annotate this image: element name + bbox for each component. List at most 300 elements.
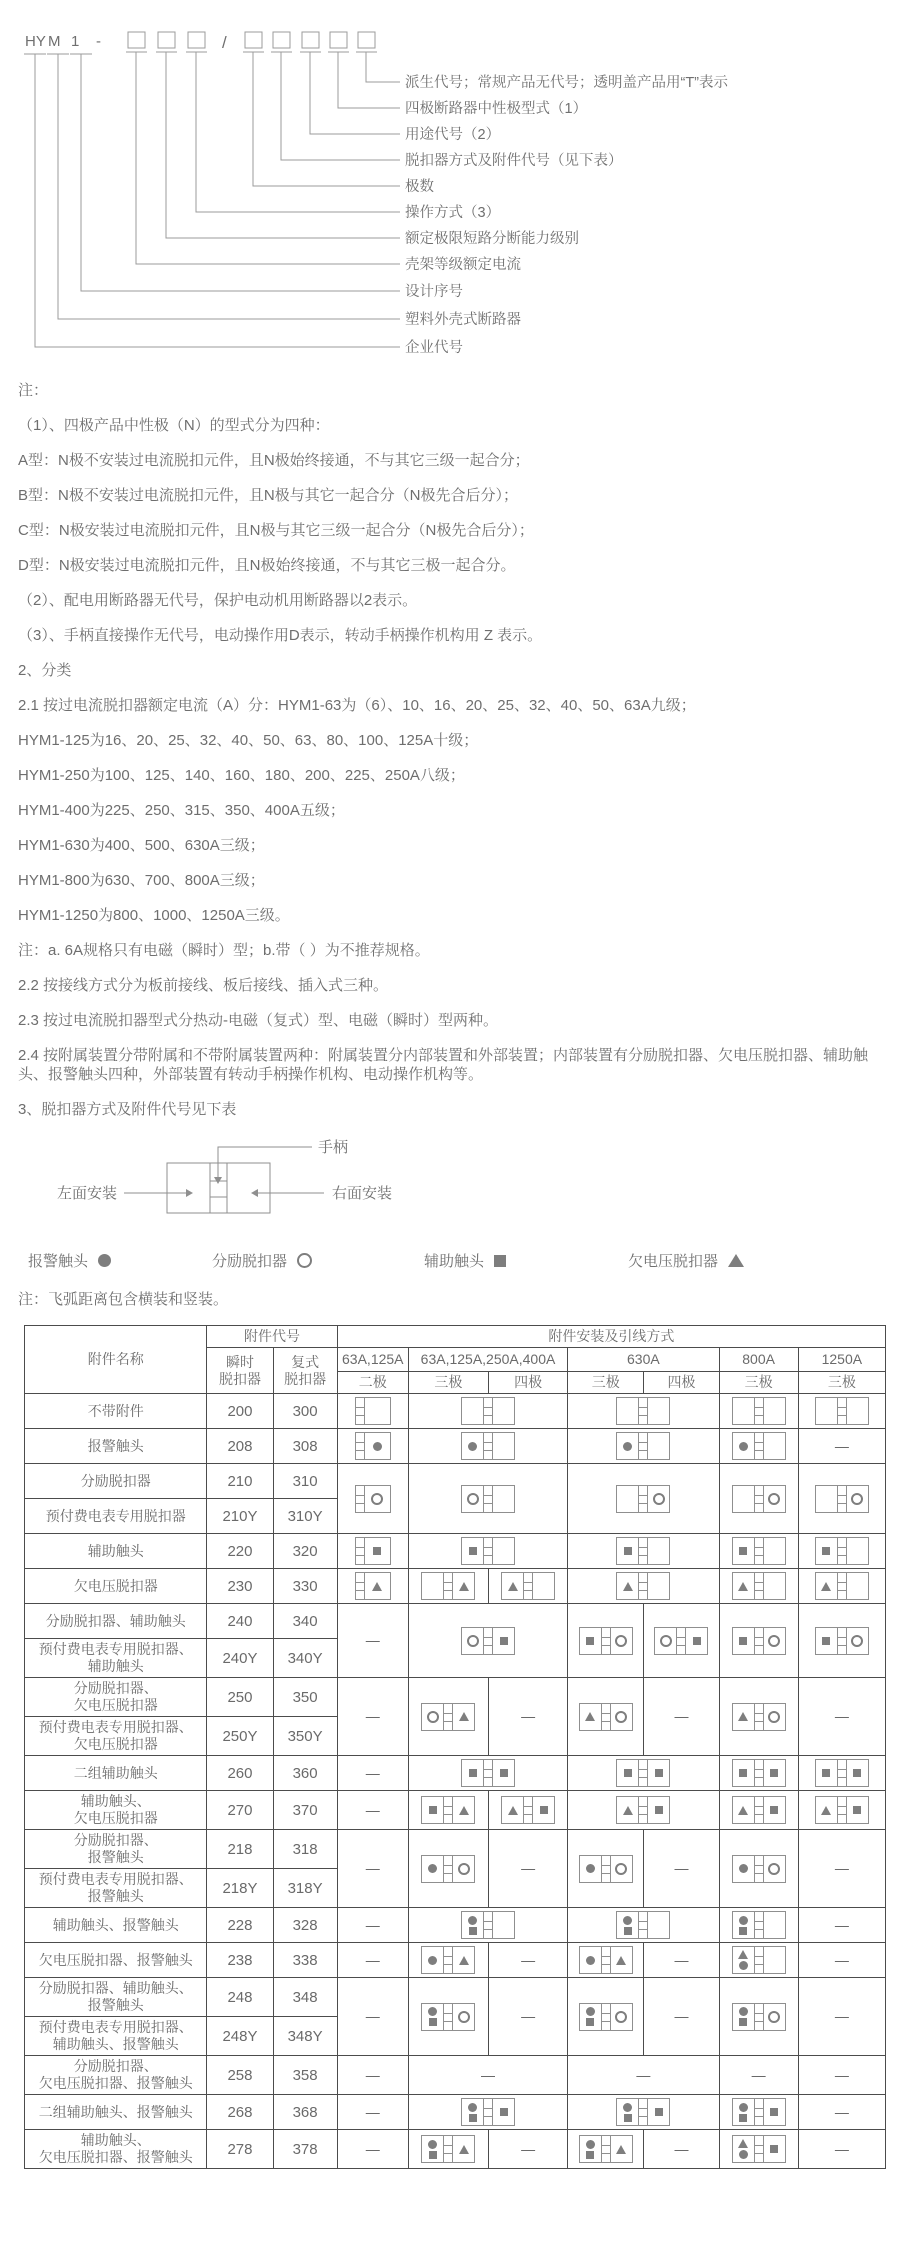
install-cell <box>408 1943 488 1978</box>
aux-contact-symbol <box>429 2018 437 2026</box>
code-instantaneous: 200 <box>207 1394 273 1429</box>
undervoltage-release-symbol <box>738 1582 748 1591</box>
code-instantaneous: 220 <box>207 1534 273 1569</box>
accessory-name: 二组辅助触头 <box>25 1756 207 1791</box>
paragraph: HYM1-400为225、250、315、350、400A五级； <box>18 802 345 819</box>
shunt-release-symbol <box>615 1635 627 1647</box>
breaker-install-icon <box>501 1572 555 1600</box>
code-box <box>302 32 319 48</box>
table-row <box>25 1908 886 1943</box>
shunt-release-symbol <box>768 1493 780 1505</box>
not-available-dash: — <box>834 1708 849 1724</box>
alarm-contact-symbol <box>623 2103 632 2112</box>
handle-strip-icon <box>483 2099 493 2125</box>
accessory-name: 分励脱扣器、 欠电压脱扣器 <box>25 1678 207 1717</box>
install-cell <box>337 1569 408 1604</box>
code-instantaneous: 238 <box>207 1943 273 1978</box>
undervoltage-release-symbol <box>459 1582 469 1591</box>
code-compound: 310 <box>273 1464 337 1499</box>
install-cell <box>719 1604 798 1678</box>
handle-strip-icon <box>638 1538 648 1564</box>
header-amp-group: 800A <box>719 1348 798 1372</box>
code-box <box>188 32 205 48</box>
table-row <box>25 1534 886 1569</box>
code-compound: 378 <box>273 2130 337 2169</box>
handle-strip-icon <box>443 1573 453 1599</box>
shunt-release-symbol <box>851 1493 863 1505</box>
code-compound: 350 <box>273 1678 337 1717</box>
undervoltage-release-symbol <box>459 1956 469 1965</box>
shunt-release-symbol <box>458 1863 470 1875</box>
breaker-install-icon <box>732 1855 786 1883</box>
breaker-install-icon <box>815 1397 869 1425</box>
alarm-contact-symbol <box>468 2103 477 2112</box>
breaker-install-icon <box>815 1572 869 1600</box>
paragraph: （1）、四极产品中性极（N）的型式分为四种： <box>18 417 330 434</box>
install-cell <box>337 1756 408 1791</box>
code-box <box>158 32 175 48</box>
handle-strip-icon <box>754 1797 764 1823</box>
model-label: 企业代号 <box>405 340 463 356</box>
model-prefix: HY <box>25 33 46 50</box>
breaker-install-icon <box>579 1627 633 1655</box>
accessory-name: 分励脱扣器、辅助触头 <box>25 1604 207 1639</box>
install-cell <box>798 2095 885 2130</box>
breaker-install-icon <box>732 2003 786 2031</box>
install-cell <box>489 1943 568 1978</box>
header-accessory-name: 附件名称 <box>25 1326 207 1394</box>
table-row <box>25 1678 886 1717</box>
code-instantaneous: 250 <box>207 1678 273 1717</box>
alarm-contact-symbol <box>586 1864 595 1873</box>
shunt-release-symbol <box>615 1711 627 1723</box>
paragraph: HYM1-250为100、125、140、160、180、200、225、250A八级； <box>18 767 465 784</box>
code-instantaneous: 210 <box>207 1464 273 1499</box>
breaker-install-icon <box>815 1759 869 1787</box>
handle-strip-icon <box>837 1573 847 1599</box>
install-cell <box>337 1830 408 1908</box>
breaker-install-icon <box>732 1537 786 1565</box>
handle-strip-icon <box>443 1704 453 1730</box>
install-cell <box>568 1569 719 1604</box>
undervoltage-release-symbol <box>508 1806 518 1815</box>
install-cell <box>798 2130 885 2169</box>
paragraph: 2、分类 <box>18 662 72 679</box>
aux-contact-symbol <box>739 1769 747 1777</box>
code-compound: 340 <box>273 1604 337 1639</box>
aux-contact-symbol <box>429 1806 437 1814</box>
breaker-install-icon <box>732 1627 786 1655</box>
aux-contact-symbol <box>624 1927 632 1935</box>
handle-strip-icon <box>443 2004 453 2030</box>
install-cell <box>408 2130 488 2169</box>
code-compound: 328 <box>273 1908 337 1943</box>
model-label: 脱扣器方式及附件代号（见下表） <box>405 153 623 169</box>
code-compound: 370 <box>273 1791 337 1830</box>
shunt-release-symbol <box>768 1711 780 1723</box>
handle-strip-icon <box>443 2136 453 2162</box>
aux-contact-symbol <box>469 2114 477 2122</box>
install-cell <box>644 1978 719 2056</box>
shunt-release-symbol <box>660 1635 672 1647</box>
accessory-name: 预付费电表专用脱扣器 <box>25 1499 207 1534</box>
paragraph: 2.1 按过电流脱扣器额定电流（A）分：HYM1-63为（6）、10、16、20、25、32、40、50、63A九级； <box>18 697 696 714</box>
legend-label: 报警触头 <box>28 1253 89 1270</box>
code-compound: 300 <box>273 1394 337 1429</box>
breaker-install-icon <box>732 1397 786 1425</box>
not-available-dash: — <box>834 1860 849 1876</box>
install-cell <box>337 1791 408 1830</box>
not-available-dash: — <box>481 2066 496 2083</box>
alarm-contact-symbol <box>373 1442 382 1451</box>
shunt-release-symbol <box>427 1711 439 1723</box>
aux-contact-symbol <box>770 1806 778 1814</box>
not-available-dash: — <box>365 1860 380 1876</box>
breaker-install-icon <box>815 1485 869 1513</box>
breaker-install-icon <box>421 1946 475 1974</box>
install-cell <box>408 1464 567 1534</box>
aux-contact-symbol <box>429 2151 437 2159</box>
install-cell <box>337 1943 408 1978</box>
model-label: 塑料外壳式断路器 <box>405 312 521 328</box>
handle-strip-icon <box>638 1797 648 1823</box>
handle-strip-icon <box>837 1398 847 1424</box>
paragraph: D型：N极安装过电流脱扣元件，且N极始终接通，不与其它三极一起合分。 <box>18 557 516 574</box>
handle-strip-icon <box>638 2099 648 2125</box>
handle-strip-icon <box>483 1433 493 1459</box>
breaker-install-icon <box>421 1855 475 1883</box>
alarm-contact-symbol <box>428 1956 437 1965</box>
install-cell <box>408 1394 567 1429</box>
code-instantaneous: 218Y <box>207 1869 273 1908</box>
not-available-dash: — <box>365 1708 380 1724</box>
install-cell <box>408 1604 567 1678</box>
legend-note: 注：飞弧距离包含横装和竖装。 <box>18 1291 229 1308</box>
paragraph: C型：N极安装过电流脱扣元件，且N极与其它三级一起合分（N极先合后分）； <box>18 522 534 539</box>
breaker-install-icon <box>579 1703 633 1731</box>
undervoltage-release-symbol <box>623 1582 633 1591</box>
table-row <box>25 1978 886 2017</box>
aux-contact-symbol <box>739 1927 747 1935</box>
handle-strip-icon <box>754 1947 764 1973</box>
undervoltage-release-symbol <box>821 1806 831 1815</box>
header-amp-group: 63A,125A <box>337 1348 408 1372</box>
header-release-type: 瞬时 脱扣器 <box>207 1348 273 1394</box>
handle-strip-icon <box>837 1797 847 1823</box>
install-cell <box>408 1830 488 1908</box>
handle-strip-icon <box>754 1704 764 1730</box>
handle-strip-icon <box>356 1538 365 1564</box>
shunt-release-symbol <box>297 1253 312 1268</box>
accessory-name: 不带附件 <box>25 1394 207 1429</box>
breaker-install-icon <box>815 1796 869 1824</box>
install-cell <box>719 1464 798 1534</box>
paragraph: HYM1-800为630、700、800A三级； <box>18 872 265 889</box>
install-cell <box>719 2056 798 2095</box>
table-row <box>25 1604 886 1639</box>
not-available-dash: — <box>834 1916 849 1933</box>
install-cell <box>489 1978 568 2056</box>
install-cell <box>719 1569 798 1604</box>
paragraph: 2.2 按接线方式分为板前接线、板后接线、插入式三种。 <box>18 977 389 994</box>
install-cell <box>337 2095 408 2130</box>
accessory-name: 分励脱扣器、 欠电压脱扣器、报警触头 <box>25 2056 207 2095</box>
header-pole: 三极 <box>568 1372 644 1394</box>
paragraph: A型：N极不安装过电流脱扣元件，且N极始终接通，不与其它三级一起合分； <box>18 452 530 469</box>
breaker-install-icon <box>616 1537 670 1565</box>
undervoltage-release-symbol <box>623 1806 633 1815</box>
handle-strip-icon <box>754 2004 764 2030</box>
aux-contact-symbol <box>469 1927 477 1935</box>
not-available-dash: — <box>636 2066 651 2083</box>
legend-label: 辅助触头 <box>424 1253 485 1270</box>
paragraph: HYM1-125为16、20、25、32、40、50、63、80、100、125A十级； <box>18 732 479 749</box>
alarm-contact-symbol <box>586 2007 595 2016</box>
breaker-install-icon <box>815 1537 869 1565</box>
alarm-contact-symbol <box>623 1916 632 1925</box>
undervoltage-release-symbol <box>372 1582 382 1591</box>
legend-label: 分励脱扣器 <box>212 1253 288 1270</box>
install-cell <box>568 1678 644 1756</box>
not-available-dash: — <box>365 1801 380 1818</box>
handle-strip-icon <box>523 1573 533 1599</box>
breaker-install-icon <box>616 1759 670 1787</box>
handle-strip-icon <box>601 1947 611 1973</box>
handle-strip-icon <box>601 1704 611 1730</box>
breaker-install-icon <box>461 1759 515 1787</box>
aux-contact-symbol <box>822 1769 830 1777</box>
install-cell <box>719 1908 798 1943</box>
install-cell <box>568 1791 719 1830</box>
undervoltage-release-symbol <box>508 1582 518 1591</box>
aux-contact-symbol <box>655 2108 663 2116</box>
install-cell <box>719 1756 798 1791</box>
breaker-install-icon <box>461 1537 515 1565</box>
handle-strip-icon <box>754 1628 764 1654</box>
not-available-dash: — <box>834 1437 849 1454</box>
install-cell <box>719 1791 798 1830</box>
breaker-install-icon <box>732 1796 786 1824</box>
breaker-install-icon <box>579 2135 633 2163</box>
alarm-contact-symbol <box>468 1916 477 1925</box>
not-available-dash: — <box>834 2140 849 2157</box>
code-compound: 368 <box>273 2095 337 2130</box>
alarm-contact-symbol <box>739 2150 748 2159</box>
not-available-dash: — <box>365 2008 380 2024</box>
accessory-name: 预付费电表专用脱扣器、 欠电压脱扣器 <box>25 1717 207 1756</box>
undervoltage-release-symbol <box>738 1806 748 1815</box>
install-cell <box>798 1429 885 1464</box>
not-available-dash: — <box>521 1708 536 1724</box>
model-label: 设计序号 <box>405 284 463 300</box>
install-cell <box>798 1678 885 1756</box>
aux-contact-symbol <box>655 1806 663 1814</box>
breaker-install-icon <box>732 1572 786 1600</box>
table-row <box>25 1943 886 1978</box>
install-cell <box>798 1943 885 1978</box>
code-instantaneous: 258 <box>207 2056 273 2095</box>
aux-contact-symbol <box>853 1769 861 1777</box>
handle-strip-icon <box>356 1433 365 1459</box>
aux-contact-symbol <box>373 1547 381 1555</box>
install-cell <box>568 1943 644 1978</box>
code-instantaneous: 240Y <box>207 1639 273 1678</box>
undervoltage-release-symbol <box>459 1712 469 1721</box>
install-cell <box>568 1394 719 1429</box>
code-instantaneous: 230 <box>207 1569 273 1604</box>
install-cell <box>337 1908 408 1943</box>
symbol-legend <box>0 1250 900 1276</box>
not-available-dash: — <box>834 1951 849 1968</box>
handle-strip-icon <box>601 1628 611 1654</box>
code-instantaneous: 250Y <box>207 1717 273 1756</box>
install-cell <box>798 1604 885 1678</box>
shunt-release-symbol <box>615 1863 627 1875</box>
aux-contact-symbol <box>586 2151 594 2159</box>
not-available-dash: — <box>674 1860 689 1876</box>
aux-contact-symbol <box>586 1637 594 1645</box>
install-cell <box>489 1678 568 1756</box>
alarm-contact-symbol <box>623 1442 632 1451</box>
code-instantaneous: 260 <box>207 1756 273 1791</box>
undervoltage-release-symbol <box>821 1582 831 1591</box>
not-available-dash: — <box>365 2103 380 2120</box>
header-release-type: 复式 脱扣器 <box>273 1348 337 1394</box>
code-instantaneous: 208 <box>207 1429 273 1464</box>
accessory-name: 欠电压脱扣器 <box>25 1569 207 1604</box>
paragraph: 2.3 按过电流脱扣器型式分热动-电磁（复式）型、电磁（瞬时）型两种。 <box>18 1012 499 1029</box>
code-box <box>358 32 375 48</box>
breaker-install-icon <box>579 2003 633 2031</box>
install-cell <box>719 2095 798 2130</box>
handle-label: 手柄 <box>318 1139 349 1156</box>
install-cell <box>719 1678 798 1756</box>
install-cell <box>798 1464 885 1534</box>
accessory-name: 分励脱扣器 <box>25 1464 207 1499</box>
header-pole: 三极 <box>798 1372 885 1394</box>
legend-label: 欠电压脱扣器 <box>628 1253 719 1270</box>
accessory-name: 辅助触头 <box>25 1534 207 1569</box>
code-instantaneous: 270 <box>207 1791 273 1830</box>
not-available-dash: — <box>674 1708 689 1724</box>
aux-contact-symbol <box>822 1547 830 1555</box>
undervoltage-release-symbol <box>616 1956 626 1965</box>
install-cell <box>337 1429 408 1464</box>
shunt-release-symbol <box>653 1493 665 1505</box>
header-amp-group: 63A,125A,250A,400A <box>408 1348 567 1372</box>
paragraph: 注：a. 6A规格只有电磁（瞬时）型；b.带（ ）为不推荐规格。 <box>18 942 430 959</box>
handle-strip-icon <box>754 2136 764 2162</box>
header-pole: 三极 <box>408 1372 488 1394</box>
breaker-install-icon <box>421 1703 475 1731</box>
breaker-install-icon <box>355 1572 391 1600</box>
breaker-install-icon <box>815 1627 869 1655</box>
handle-strip-icon <box>754 1856 764 1882</box>
handle-strip-icon <box>638 1573 648 1599</box>
code-compound: 360 <box>273 1756 337 1791</box>
handle-strip-icon <box>443 1947 453 1973</box>
install-cell <box>719 1978 798 2056</box>
paragraph: 2.4 按附属装置分带附属和不带附属装置两种：附属装置分内部装置和外部装置；内部装置有分励脱扣器、欠电压脱扣器、辅助触头、报警触头四种，外部装置有转动手柄操作机构、电动操作机构等。 <box>18 1047 869 1083</box>
install-cell <box>337 2056 408 2095</box>
undervoltage-release-symbol <box>585 1712 595 1721</box>
handle-strip-icon <box>638 1398 648 1424</box>
accessory-name: 预付费电表专用脱扣器、 报警触头 <box>25 1869 207 1908</box>
install-cell <box>798 1791 885 1830</box>
model-label: 极数 <box>405 179 434 195</box>
paragraph: B型：N极不安装过电流脱扣元件，且N极与其它一起合分（N极先合后分）； <box>18 487 519 504</box>
install-cell <box>408 2095 567 2130</box>
handle-strip-icon <box>638 1760 648 1786</box>
undervoltage-release-symbol <box>459 1806 469 1815</box>
install-cell <box>798 1908 885 1943</box>
breaker-install-icon <box>421 1572 475 1600</box>
breaker-install-icon <box>732 2135 786 2163</box>
breaker-install-icon <box>501 1796 555 1824</box>
table-row <box>25 1429 886 1464</box>
breaker-install-icon <box>355 1537 391 1565</box>
not-available-dash: — <box>365 1632 380 1648</box>
code-instantaneous: 228 <box>207 1908 273 1943</box>
breaker-install-icon <box>461 2098 515 2126</box>
alarm-contact-symbol <box>98 1254 111 1267</box>
accessory-code-table <box>24 1325 886 2169</box>
alarm-contact-symbol <box>739 1961 748 1970</box>
code-compound: 350Y <box>273 1717 337 1756</box>
install-cell <box>798 1830 885 1908</box>
handle-strip-icon <box>601 2004 611 2030</box>
install-cell <box>719 1830 798 1908</box>
handle-strip-icon <box>754 1912 764 1938</box>
table-row <box>25 2095 886 2130</box>
aux-contact-symbol <box>739 1637 747 1645</box>
table-row <box>25 2056 886 2095</box>
aux-contact-symbol <box>770 1769 778 1777</box>
undervoltage-release-symbol <box>728 1254 744 1267</box>
not-available-dash: — <box>521 2140 536 2157</box>
alarm-contact-symbol <box>428 2140 437 2149</box>
breaker-install-icon <box>461 1432 515 1460</box>
shunt-release-symbol <box>467 1493 479 1505</box>
handle-strip-icon <box>837 1486 847 1512</box>
undervoltage-release-symbol <box>738 1950 748 1959</box>
breaker-install-icon <box>732 1485 786 1513</box>
breaker-install-icon <box>732 1911 786 1939</box>
aux-contact-symbol <box>469 1547 477 1555</box>
handle-strip-icon <box>638 1486 648 1512</box>
handle-strip-icon <box>356 1573 365 1599</box>
accessory-name: 报警触头 <box>25 1429 207 1464</box>
install-cell <box>489 2130 568 2169</box>
shunt-release-symbol <box>851 1635 863 1647</box>
legend-item <box>424 1250 506 1271</box>
paragraph: HYM1-630为400、500、630A三级； <box>18 837 265 854</box>
code-compound: 318 <box>273 1830 337 1869</box>
table-row <box>25 1569 886 1604</box>
code-box <box>273 32 290 48</box>
aux-contact-symbol <box>469 1769 477 1777</box>
install-cell <box>644 1943 719 1978</box>
code-compound: 348Y <box>273 2017 337 2056</box>
install-cell <box>408 1429 567 1464</box>
breaker-install-icon <box>616 1796 670 1824</box>
breaker-install-icon <box>421 1796 475 1824</box>
code-instantaneous: 210Y <box>207 1499 273 1534</box>
handle-strip-icon <box>638 1912 648 1938</box>
aux-contact-symbol <box>770 2145 778 2153</box>
aux-contact-symbol <box>770 2108 778 2116</box>
install-cell <box>337 1604 408 1678</box>
